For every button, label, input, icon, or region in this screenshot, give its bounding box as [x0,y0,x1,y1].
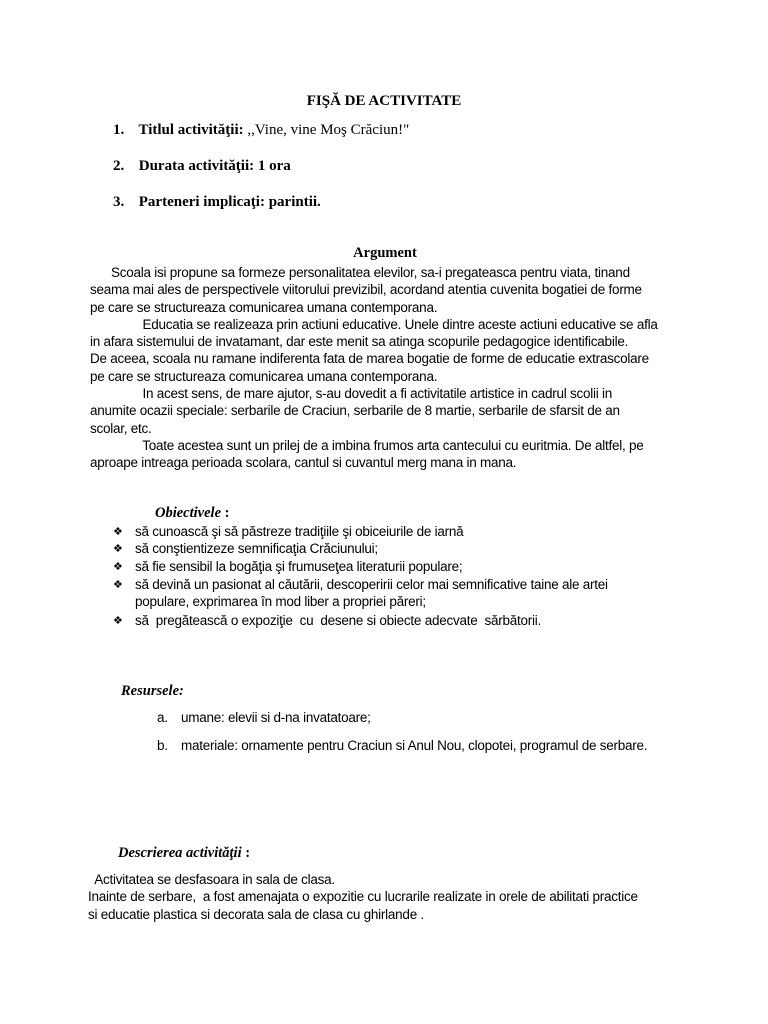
argument-line: in afara sistemului de invatamant, dar este menit sa atinga scopurile pedagogice identificabile. [90,334,629,350]
argument-line: In acest sens, de mare ajutor, s-au dovedit a fi activitatile artistice in cadrul scolii in [90,386,612,402]
argument-line: scolar, etc. [90,420,152,436]
item-number: 2. [113,158,125,174]
argument-line: Educatia se realizeaza prin actiuni educative. Unele dintre aceste actiuni educative se afla [90,316,658,332]
item-number: 3. [113,194,125,210]
objectives-heading [155,505,229,522]
item-duration [113,158,291,175]
objective-text: să pregătească o expoziţie cu desene si obiecte adecvate sărbătorii. [135,613,542,628]
description-line: Inainte de serbare, a fost amenajata o expozitie cu lucrarile realizate in orele de abilitati practice [88,889,638,905]
argument-line: Scoala isi propune sa formeze personalitatea elevilor, sa-i pregateasca pentru viata, tinand [90,265,630,280]
item-number: 1. [113,122,125,138]
resource-item [157,738,647,753]
resource-label: b. [157,738,168,753]
objectives-heading-text: Obiectivele [155,505,222,521]
resource-item [157,710,371,725]
diamond-bullet-icon: ❖ [113,578,123,591]
resource-text: umane: elevii si d-na invatatoare; [181,710,371,725]
objective-item [113,576,608,611]
item-label: Durata activităţii: 1 ora [138,158,291,174]
description-line: Activitatea se desfasoara in sala de clasa. [88,872,335,887]
resources-heading: Resursele: [121,683,184,699]
item-value: ,,Vine, vine Moş Crăciun!" [243,122,410,138]
resource-text: materiale: ornamente pentru Craciun si Anul Nou, clopotei, programul de serbare. [181,738,648,753]
objective-text: să fie sensibil la bogăţia şi frumuseţea literaturii populare; [135,559,463,574]
item-label: Titlul activităţii: [138,122,244,138]
page-title: FIŞĂ DE ACTIVITATE [306,93,462,109]
argument-heading: Argument [353,245,417,261]
argument-line: pe care se structureaza comunicarea umana contemporana. [90,299,438,315]
objective-text: să cunoască şi să păstreze tradiţiile şi obiceiurile de iarnă [135,524,464,539]
argument-line: anumite ocazii speciale: serbarile de Craciun, serbarile de 8 martie, serbarile de sfarsit de an [90,403,620,419]
description-paragraph [88,871,638,923]
objective-item [113,612,541,629]
diamond-bullet-icon: ❖ [113,525,123,538]
argument-line: seama mai ales de perspectivele viitorului previzibil, acordand atentia cuvenita bogatiei de forme [90,282,642,298]
item-partners [113,194,321,211]
description-heading-colon: : [241,845,251,861]
objective-text-continued: populare, exprimarea în mod liber a propriei păreri; [135,594,426,610]
objectives-heading-colon: : [221,505,230,521]
diamond-bullet-icon: ❖ [113,560,123,573]
objective-text: să devină un pasionat al căutării, descoperirii celor mai semnificative taine ale artei [135,577,608,592]
description-heading-text: Descrierea activităţii [118,845,242,861]
argument-line: De aceea, scoala nu ramane indiferenta fata de marea bogatie de forme de educatie extrascolare [90,351,649,367]
objective-text: să conştientizeze semnificaţia Crăciunului; [135,541,378,556]
argument-line: aproape intreaga perioada scolara, cantul si cuvantul merg mana in mana. [90,455,517,471]
resource-label: a. [157,710,168,725]
description-heading [118,845,250,862]
diamond-bullet-icon: ❖ [113,614,123,627]
argument-line: Toate acestea sunt un prilej de a imbina frumos arta cantecului cu euritmia. De altfel, pe [90,437,644,453]
argument-paragraph [90,264,680,472]
item-label: Parteneri implicaţi: parintii. [138,194,321,210]
argument-line: pe care se structureaza comunicarea umana contemporana. [90,368,438,384]
description-line: si educatie plastica si decorata sala de clasa cu ghirlande . [88,906,424,922]
item-activity-title [113,122,409,139]
objective-item [113,558,462,575]
objective-item [113,523,463,540]
diamond-bullet-icon: ❖ [113,542,123,555]
objective-item [113,540,378,557]
